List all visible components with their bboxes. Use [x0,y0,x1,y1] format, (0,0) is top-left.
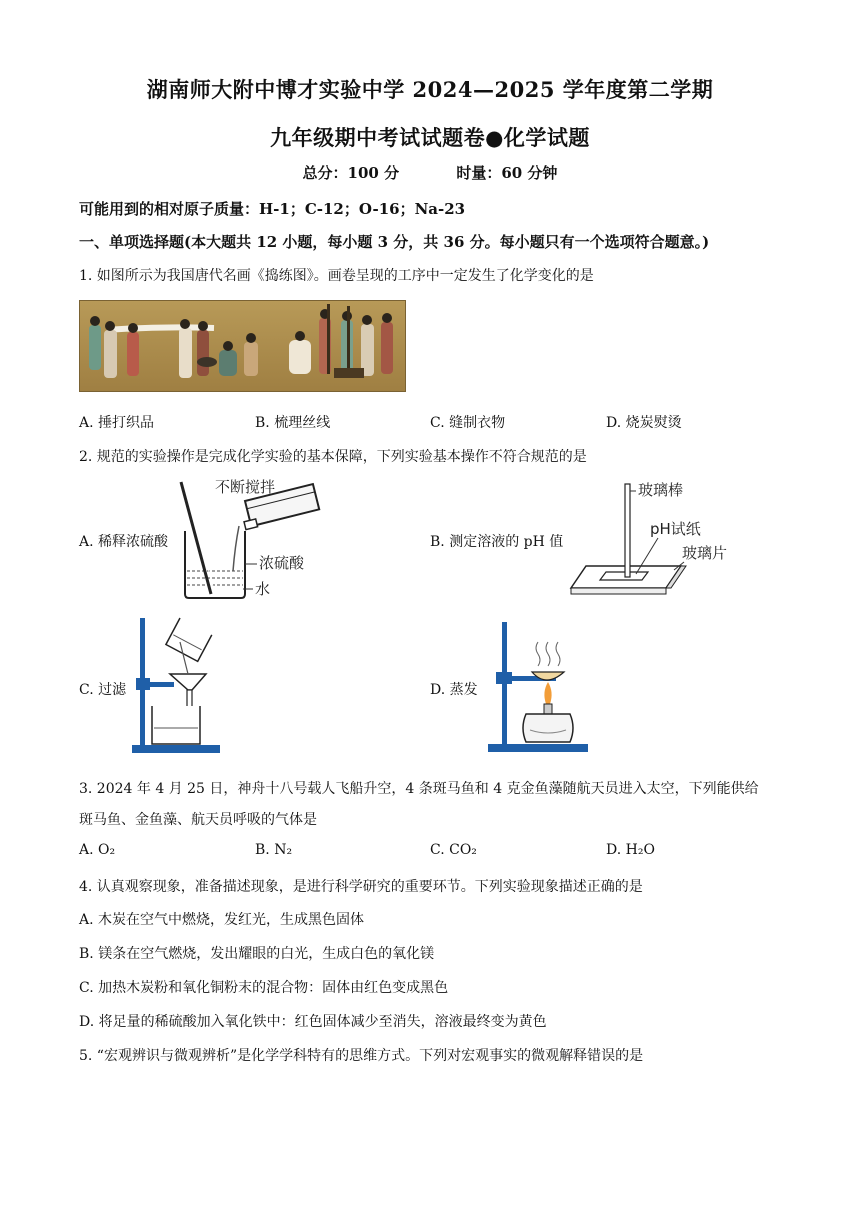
filtration-diagram [130,612,230,757]
atomic-masses: 可能用到的相对原子质量：H-1；C-12；O-16；Na-23 [79,200,466,218]
q4-option-c: C. 加热木炭粉和氧化铜粉末的混合物：固体由红色变成黑色 [79,980,449,996]
q2-option-b: B. 测定溶液的 pH 值 [430,534,564,550]
exam-title-line1: 湖南师大附中博才实验中学 2024—2025 学年度第二学期 [146,77,714,102]
q1-painting-image [79,300,406,392]
q1-option-b: B. 梳理丝线 [255,415,331,431]
label-water: 水 [255,580,271,598]
q3-stem-line2: 斑马鱼、金鱼藻、航天员呼吸的气体是 [79,812,317,828]
q4-option-b: B. 镁条在空气燃烧，发出耀眼的白光，生成白色的氧化镁 [79,946,435,962]
q3-option-b: B. N₂ [255,842,293,858]
label-glass-rod: 玻璃棒 [638,481,684,499]
q3-option-a: A. O₂ [79,842,116,858]
label-ph-paper: pH试纸 [650,520,701,538]
q2-option-d: D. 蒸发 [430,682,478,698]
q5-stem: 5. “宏观辨识与微观辨析”是化学学科特有的思维方式。下列对宏观事实的微观解释错误的是 [79,1048,644,1064]
dilute-acid-diagram [175,476,345,601]
q4-option-a: A. 木炭在空气中燃烧，发红光，生成黑色固体 [79,912,365,928]
evaporation-diagram [486,618,596,756]
q1-option-d: D. 烧炭熨烫 [606,415,682,431]
q1-stem: 1. 如图所示为我国唐代名画《捣练图》。画卷呈现的工序中一定发生了化学变化的是 [79,268,594,284]
label-glass-plate: 玻璃片 [682,544,728,562]
label-conc-acid: 浓硫酸 [259,554,305,572]
total-score: 总分：100 分 [302,164,400,182]
label-stir: 不断搅拌 [215,478,276,496]
ph-test-diagram [566,476,766,601]
time-limit: 时量：60 分钟 [456,164,558,182]
q2-option-a: A. 稀释浓硫酸 [79,534,169,550]
q3-option-d: D. H₂O [606,842,655,858]
q3-option-c: C. CO₂ [430,842,477,858]
q2-stem: 2. 规范的实验操作是完成化学实验的基本保障，下列实验基本操作不符合规范的是 [79,449,587,465]
q2-option-c: C. 过滤 [79,682,127,698]
q4-option-d: D. 将足量的稀硫酸加入氧化铁中：红色固体减少至消失，溶液最终变为黄色 [79,1014,547,1030]
q1-option-c: C. 缝制衣物 [430,415,506,431]
section1-title: 一、单项选择题(本大题共 12 小题，每小题 3 分，共 36 分。每小题只有一个选项符合题意。) [79,233,710,251]
q4-stem: 4. 认真观察现象，准备描述现象，是进行科学研究的重要环节。下列实验现象描述正确的是 [79,879,643,895]
q1-option-a: A. 捶打织品 [79,415,155,431]
exam-meta [0,162,860,183]
exam-title-line2: 九年级期中考试试题卷●化学试题 [270,125,590,150]
q3-stem-line1: 3. 2024 年 4 月 25 日，神舟十八号载人飞船升空，4 条斑马鱼和 4 克金鱼藻随航天员进入太空，下列能供给 [79,781,759,797]
